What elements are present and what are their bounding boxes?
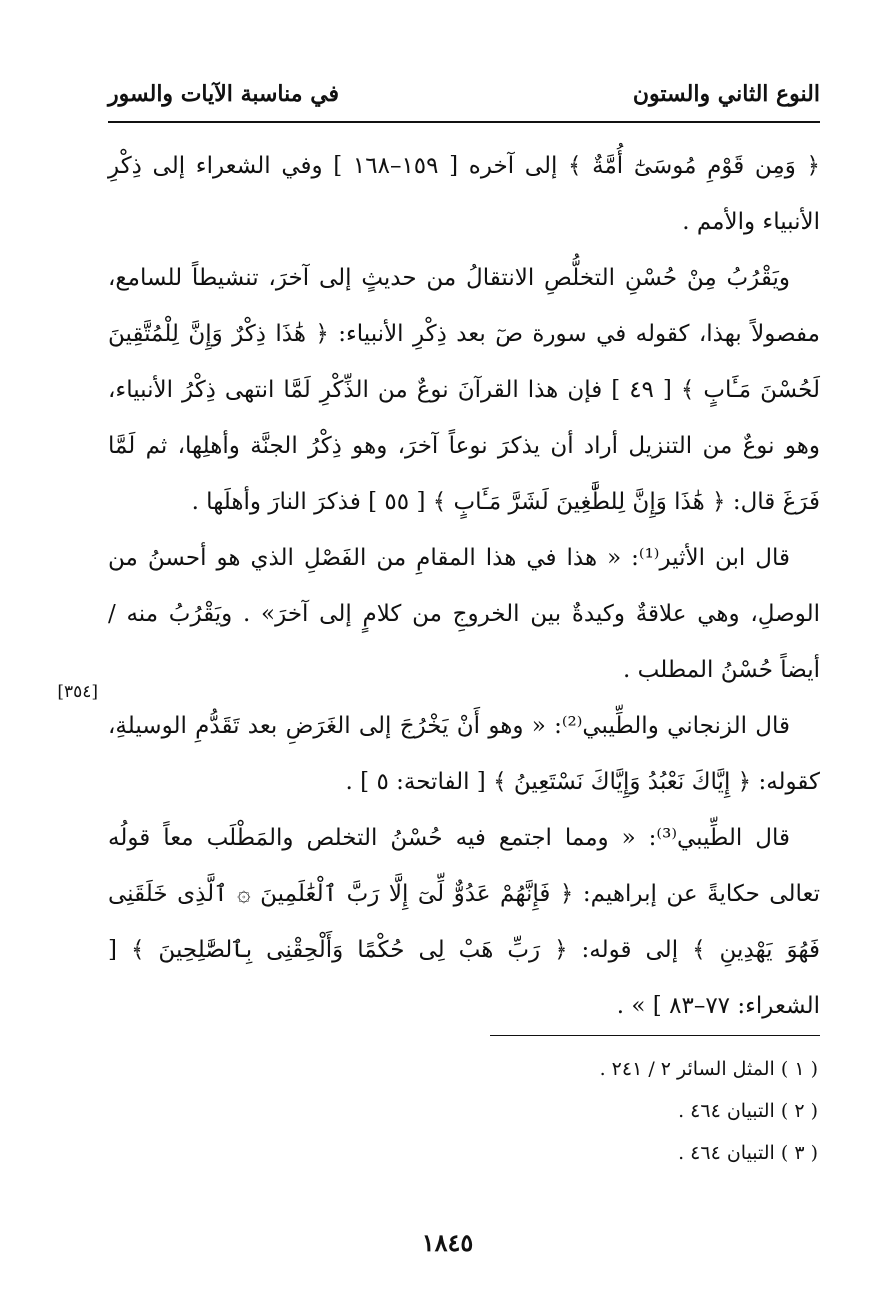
paragraph-1: ﴿ وَمِن قَوْمِ مُوسَىٰٓ أُمَّةٌ ﴾ إلى آخره [ ١٥٩–١٦٨ ] وفي الشعراء إلى ذِكْرِ الأنبياء والأمم . — [108, 153, 820, 235]
margin-page-reference: [٣٥٤] — [57, 682, 98, 702]
paragraph-4: قال الزنجاني والطِّيبي⁽²⁾: « وهو أَنْ يَخْرُجَ إلى الغَرَضِ بعد تَقَدُّمِ الوسيلةِ، كقوله: ﴿ إِيَّاكَ نَعْبُدُ وَإِيَّاكَ نَسْتَعِينُ ﴾ [ الفاتحة: ٥ ] . — [108, 713, 820, 795]
footnote-3: ( ٣ ) التبيان ٤٦٤ . — [678, 1142, 818, 1164]
paragraph-5: قال الطِّيبي⁽³⁾: « ومما اجتمع فيه حُسْنُ التخلص والمَطْلَب معاً قولُه تعالى حكايةً عن إبراهيم: ﴿ فَإِنَّهُمْ عَدُوٌّ لِّىٓ إِلَّا رَبَّ ٱلْعَٰلَمِينَ ۞ ٱلَّذِى خَلَقَنِى فَهُوَ يَهْدِينِ ﴾ إلى قوله: ﴿ رَبِّ هَبْ لِى حُكْمًا وَأَلْحِقْنِى بِٱلصَّٰلِحِينَ ﴾ [ الشعراء: ٧٧–٨٣ ] » . — [108, 825, 820, 1019]
footnote-rule — [490, 1035, 820, 1036]
running-header — [108, 70, 820, 118]
header-section-title: في مناسبة الآيات والسور — [108, 81, 340, 107]
paragraph-3: قال ابن الأثير⁽¹⁾: « هذا في هذا المقامِ من الفَصْلِ الذي هو أحسنُ من الوصلِ، وهي علاقةٌ وكيدةٌ بين الخروجِ من كلامٍ إلى آخرَ» . ويَقْرُبُ منه / أيضاً حُسْنُ المطلب . — [108, 545, 820, 683]
footnote-2: ( ٢ ) التبيان ٤٦٤ . — [678, 1100, 818, 1122]
header-rule — [108, 121, 820, 123]
header-chapter-title: النوع الثاني والستون — [632, 81, 820, 107]
main-text — [108, 138, 820, 1034]
footnote-1: ( ١ ) المثل السائر ٢ / ٢٤١ . — [599, 1058, 818, 1080]
paragraph-2: ويَقْرُبُ مِنْ حُسْنِ التخلُّصِ الانتقالُ من حديثٍ إلى آخرَ، تنشيطاً للسامع، مفصولاً بهذا، كقوله في سورة صٓ بعد ذِكْرِ الأنبياء: ﴿ هَٰذَا ذِكْرٌ وَإِنَّ لِلْمُتَّقِينَ لَحُسْنَ مَـَٔابٍ ﴾ [ ٤٩ ] فإن هذا القرآنَ نوعٌ من الذِّكْرِ لَمَّا انتهى ذِكْرُ الأنبياء، وهو نوعٌ من التنزيل أراد أن يذكرَ نوعاً آخرَ، وهو ذِكْرُ الجنَّة وأهلِها، ثم لَمَّا فَرَغَ قال: ﴿ هَٰذَا وَإِنَّ لِلطَّٰغِينَ لَشَرَّ مَـَٔابٍ ﴾ [ ٥٥ ] فذكرَ النارَ وأهلَها . — [108, 265, 820, 515]
footnotes — [490, 1048, 818, 1174]
page-number: ١٨٤٥ — [421, 1228, 474, 1257]
